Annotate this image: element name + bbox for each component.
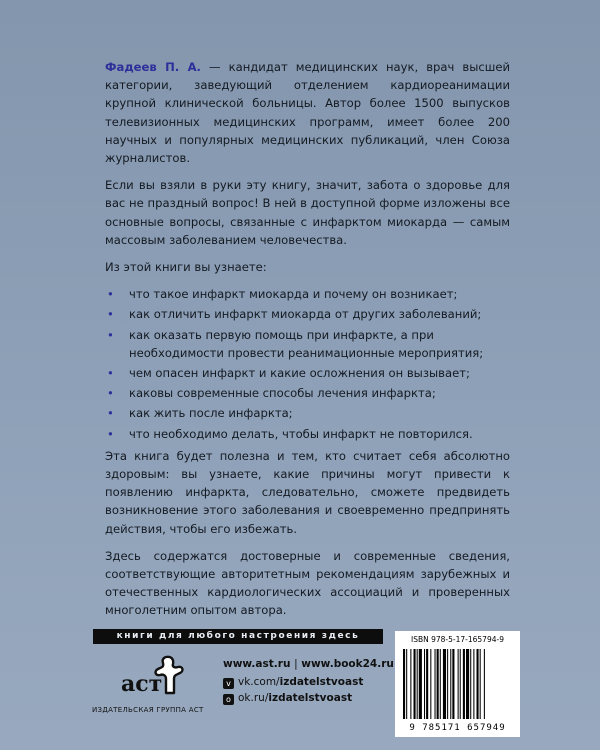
barcode-bar xyxy=(430,649,431,719)
vk-link[interactable] xyxy=(223,676,363,689)
sources-paragraph: Здесь содержатся достоверные и современные сведения, соответствующие авторитетным рекомендациям зарубежных и отечественных кардиологических ассоциаций и проверенных многолетним опытом автора. xyxy=(105,548,510,618)
ok-prefix: ok.ru/ xyxy=(238,692,269,704)
list-item: • что необходимо делать, чтобы инфаркт не повторился. xyxy=(105,425,510,443)
barcode-bar xyxy=(484,649,485,719)
site-link-book24[interactable]: www.book24.ru xyxy=(301,658,394,670)
barcode-bar xyxy=(403,649,405,719)
ok-icon: o xyxy=(223,694,234,705)
author-bio: — кандидат медицинских наук, врач высшей категории, заведующий отделением кардиореанимации крупной клинической больницы. Автор более 1500 выпусков телевизионных медицинских программ, имеет более 200 научных и популярных медицинских публикаций, член Союза журналистов. xyxy=(105,60,510,166)
vk-icon: v xyxy=(223,678,234,689)
ast-logo xyxy=(118,655,208,695)
site-separator: | xyxy=(294,658,298,670)
cover-text-block xyxy=(105,58,510,629)
author-paragraph xyxy=(105,58,510,167)
site-link-ast[interactable]: www.ast.ru xyxy=(223,658,291,670)
bullet-icon: • xyxy=(107,406,114,421)
barcode-bar xyxy=(414,649,416,719)
barcode-bar xyxy=(437,649,439,719)
list-lead: Из этой книги вы узнаете: xyxy=(105,260,267,275)
list-item: • как оказать первую помощь при инфаркте, а при необходимости провести реанимационные мероприятия; xyxy=(107,327,484,360)
bullet-icon: • xyxy=(107,327,114,342)
barcode-bar xyxy=(473,649,474,719)
barcode-bar xyxy=(460,649,461,719)
barcode-bar xyxy=(443,649,446,719)
barcode-bar xyxy=(470,649,471,719)
barcode-bar xyxy=(424,649,425,719)
barcode-icon xyxy=(401,649,514,719)
barcode-bar xyxy=(480,649,481,719)
barcode-bar xyxy=(450,649,451,719)
slogan-strip: книги для любого настроения здесь xyxy=(93,629,383,644)
ok-link[interactable] xyxy=(223,692,352,705)
barcode-bar xyxy=(435,649,436,719)
bullet-icon: • xyxy=(107,386,114,401)
vk-handle: izdatelstvoast xyxy=(279,676,364,688)
barcode-bar xyxy=(463,649,465,719)
barcode-bar xyxy=(477,649,479,719)
barcode-bar xyxy=(447,649,448,719)
website-links xyxy=(223,658,394,670)
vk-prefix: vk.com/ xyxy=(238,676,280,688)
barcode-bar xyxy=(440,649,441,719)
logo-text: аст xyxy=(121,671,163,695)
barcode-bar xyxy=(419,649,422,719)
intro-paragraph: Если вы взяли в руки эту книгу, значит, забота о здоровье для вас не праздный вопрос! В ней в доступной форме изложены все основные вопросы, связанные с инфарктом миокарда — самым массовым заболеванием человечества. xyxy=(105,178,510,247)
list-item: • каковы современные способы лечения инфаркта; xyxy=(105,384,510,402)
barcode-bar xyxy=(458,649,459,719)
ok-handle: izdatelstvoast xyxy=(268,692,353,704)
barcode-bar xyxy=(452,649,454,719)
bullet-icon: • xyxy=(107,426,114,441)
list-item: • чем опасен инфаркт и какие осложнения он вызывает; xyxy=(105,364,510,382)
barcode-bar xyxy=(417,649,418,719)
barcode-digits: 9 785171 657949 xyxy=(409,723,506,733)
topics-list xyxy=(105,285,510,443)
barcode-panel xyxy=(395,631,520,737)
list-item: • что такое инфаркт миокарда и почему он возникает; xyxy=(105,285,510,303)
bullet-icon: • xyxy=(107,307,114,322)
useful-paragraph: Эта книга будет полезна и тем, кто считает себя абсолютно здоровым: вы узнаете, какие причины могут привести к появлению инфаркта, следовательно, сможете предвидеть возникновение этого заболевания и своевременно предпринять действия, чтобы его избежать. xyxy=(105,448,510,536)
bullet-icon: • xyxy=(107,366,114,381)
list-item: • как отличить инфаркт миокарда от других заболеваний; xyxy=(105,305,510,323)
bullet-icon: • xyxy=(107,287,114,302)
barcode-bar xyxy=(426,649,428,719)
list-item: • как жить после инфаркта; xyxy=(105,404,510,422)
publisher-caption: ИЗДАТЕЛЬСКАЯ ГРУППА АСТ xyxy=(92,706,204,714)
barcode-bar xyxy=(410,649,411,719)
isbn-label: ISBN 978-5-17-165794-9 xyxy=(411,635,504,644)
author-name: Фадеев П. А. xyxy=(105,60,201,74)
barcode-bar xyxy=(406,649,407,719)
barcode-bar xyxy=(466,649,469,719)
